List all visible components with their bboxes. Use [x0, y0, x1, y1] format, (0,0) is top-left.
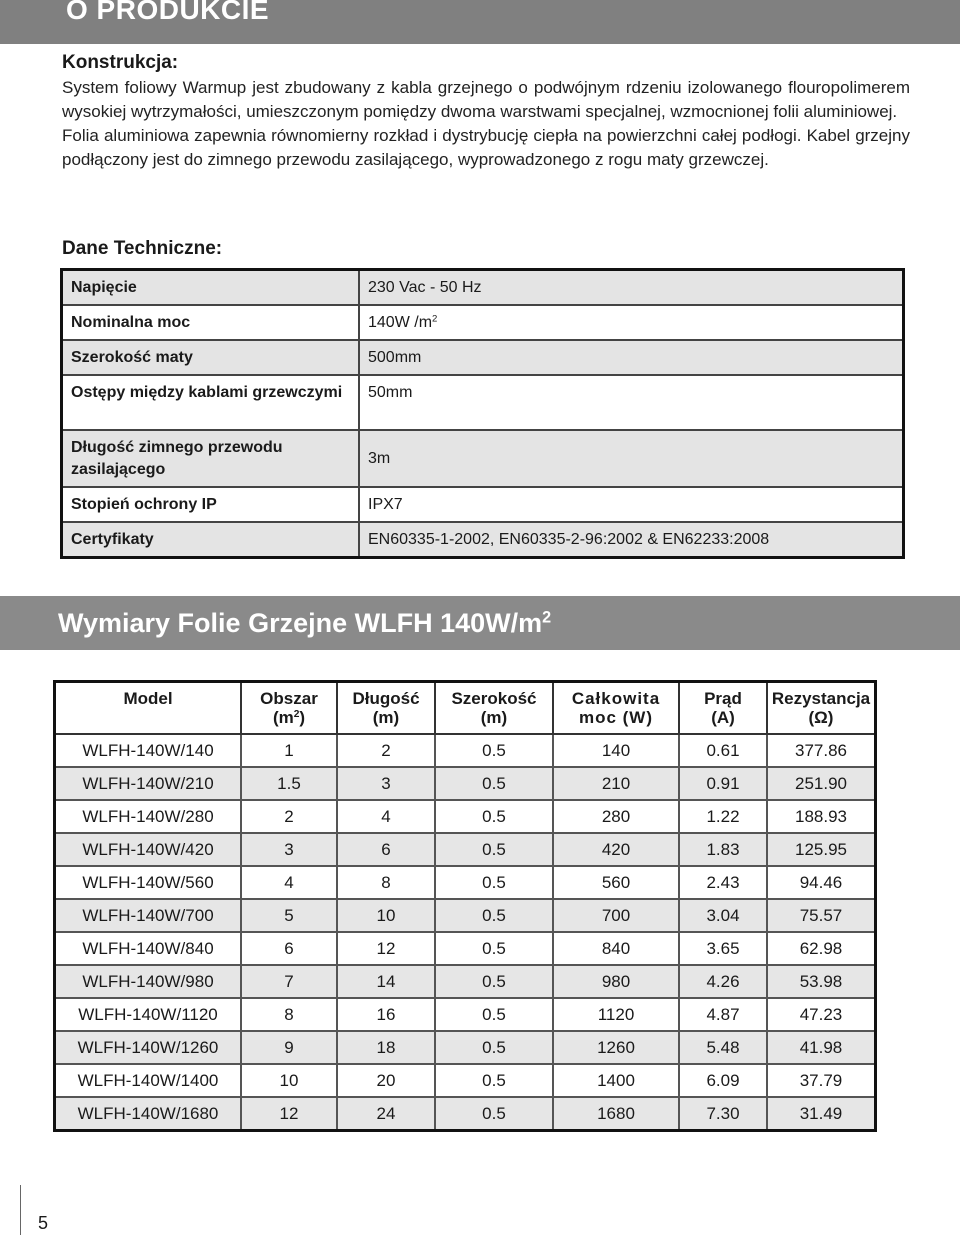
page-title: O PRODUKCIE — [66, 0, 270, 25]
model-cell: WLFH-140W/980 — [55, 965, 242, 998]
area-cell: 3 — [241, 833, 337, 866]
length-cell: 16 — [337, 998, 435, 1031]
width-cell: 0.5 — [435, 767, 553, 800]
width-cell: 0.5 — [435, 998, 553, 1031]
table-row — [55, 1031, 876, 1064]
header-line: moc (W) — [578, 708, 654, 727]
header-line: Całkowita — [571, 689, 661, 708]
area-cell: 4 — [241, 866, 337, 899]
current-cell: 5.48 — [679, 1031, 767, 1064]
page-number: 5 — [38, 1213, 49, 1233]
power-cell: 1680 — [553, 1097, 679, 1131]
spec-value: 50mm — [359, 375, 904, 430]
spec-value-text: 140W /m — [368, 314, 433, 331]
width-cell: 0.5 — [435, 965, 553, 998]
column-header-length — [337, 682, 435, 735]
power-cell: 840 — [553, 932, 679, 965]
spec-label: Szerokość maty — [62, 340, 360, 375]
spec-label: Długość zimnego przewodu zasilającego — [62, 430, 360, 487]
column-header-area — [241, 682, 337, 735]
table-row — [55, 965, 876, 998]
spec-value: EN60335-1-2002, EN60335-2-96:2002 & EN62233:2008 — [359, 522, 904, 558]
construction-paragraph: Folia aluminiowa zapewnia równomierny rozkład i dystrybucję ciepła na powierzchni całej podłogi. Kabel grzejny podłączony jest do zimnego przewodu zasilającego, wyprowadzonego z rogu maty grzewczej. — [62, 126, 910, 169]
table-row — [55, 833, 876, 866]
model-cell: WLFH-140W/1400 — [55, 1064, 242, 1097]
model-cell: WLFH-140W/280 — [55, 800, 242, 833]
length-cell: 12 — [337, 932, 435, 965]
width-cell: 0.5 — [435, 1097, 553, 1131]
spec-label: Certyfikaty — [62, 522, 360, 558]
current-cell: 4.26 — [679, 965, 767, 998]
length-cell: 10 — [337, 899, 435, 932]
table-row — [55, 1097, 876, 1131]
resistance-cell: 31.49 — [767, 1097, 876, 1131]
column-header-current — [679, 682, 767, 735]
power-cell: 420 — [553, 833, 679, 866]
spec-value: 230 Vac - 50 Hz — [359, 270, 904, 306]
superscript: 2 — [293, 708, 300, 720]
model-cell: WLFH-140W/1680 — [55, 1097, 242, 1131]
table-row — [55, 899, 876, 932]
header-line: Prąd — [704, 689, 742, 708]
model-cell: WLFH-140W/840 — [55, 932, 242, 965]
area-cell: 12 — [241, 1097, 337, 1131]
width-cell: 0.5 — [435, 866, 553, 899]
column-header-width — [435, 682, 553, 735]
width-cell: 0.5 — [435, 932, 553, 965]
resistance-cell: 94.46 — [767, 866, 876, 899]
power-cell: 560 — [553, 866, 679, 899]
column-header-model: Model — [55, 682, 242, 735]
current-cell: 1.22 — [679, 800, 767, 833]
power-cell: 980 — [553, 965, 679, 998]
tech-heading: Dane Techniczne: — [62, 238, 223, 259]
area-cell: 6 — [241, 932, 337, 965]
column-header-resistance — [767, 682, 876, 735]
power-cell: 1120 — [553, 998, 679, 1031]
length-cell: 20 — [337, 1064, 435, 1097]
length-cell: 6 — [337, 833, 435, 866]
construction-heading: Konstrukcja: — [62, 52, 179, 73]
area-cell: 8 — [241, 998, 337, 1031]
model-cell: WLFH-140W/420 — [55, 833, 242, 866]
width-cell: 0.5 — [435, 1031, 553, 1064]
header-band — [0, 0, 960, 44]
header-line: Długość — [352, 689, 420, 708]
dimensions-table-body — [55, 734, 876, 1131]
width-cell: 0.5 — [435, 833, 553, 866]
table-header-row — [55, 682, 876, 735]
current-cell: 0.61 — [679, 734, 767, 767]
resistance-cell: 188.93 — [767, 800, 876, 833]
table-row — [55, 1064, 876, 1097]
table-row — [62, 305, 904, 340]
spec-value: IPX7 — [359, 487, 904, 522]
length-cell: 8 — [337, 866, 435, 899]
header-line: Obszar — [260, 689, 318, 708]
resistance-cell: 251.90 — [767, 767, 876, 800]
table-row — [62, 340, 904, 375]
resistance-cell: 75.57 — [767, 899, 876, 932]
header-line: ) — [299, 708, 306, 727]
power-cell: 280 — [553, 800, 679, 833]
resistance-cell: 53.98 — [767, 965, 876, 998]
table-row — [62, 270, 904, 306]
table-row — [62, 487, 904, 522]
superscript: 2 — [432, 313, 438, 325]
table-row — [55, 800, 876, 833]
spec-value: 500mm — [359, 340, 904, 375]
table-row — [55, 998, 876, 1031]
resistance-cell: 37.79 — [767, 1064, 876, 1097]
tech-specs-table — [60, 268, 905, 559]
spec-label: Nominalna moc — [62, 305, 360, 340]
header-line: Rezystancja — [771, 689, 871, 708]
length-cell: 18 — [337, 1031, 435, 1064]
model-cell: WLFH-140W/560 — [55, 866, 242, 899]
width-cell: 0.5 — [435, 1064, 553, 1097]
power-cell: 1260 — [553, 1031, 679, 1064]
superscript: 2 — [542, 608, 552, 627]
length-cell: 3 — [337, 767, 435, 800]
spec-label: Stopień ochrony IP — [62, 487, 360, 522]
table-row — [55, 767, 876, 800]
current-cell: 4.87 — [679, 998, 767, 1031]
current-cell: 2.43 — [679, 866, 767, 899]
power-cell: 140 — [553, 734, 679, 767]
area-cell: 2 — [241, 800, 337, 833]
area-cell: 7 — [241, 965, 337, 998]
table-row — [55, 866, 876, 899]
spec-label: Napięcie — [62, 270, 360, 306]
construction-paragraph: System foliowy Warmup jest zbudowany z kabla grzejnego o podwójnym rdzeniu izolowanego flouropolimerem wysokiej wytrzymałości, umieszczonym pomiędzy dwoma warstwami specjalnej, wzmocnionej folii aluminiowej. — [62, 78, 910, 121]
width-cell: 0.5 — [435, 899, 553, 932]
width-cell: 0.5 — [435, 734, 553, 767]
area-cell: 1.5 — [241, 767, 337, 800]
model-cell: WLFH-140W/1120 — [55, 998, 242, 1031]
resistance-cell: 47.23 — [767, 998, 876, 1031]
power-cell: 700 — [553, 899, 679, 932]
resistance-cell: 125.95 — [767, 833, 876, 866]
length-cell: 2 — [337, 734, 435, 767]
resistance-cell: 62.98 — [767, 932, 876, 965]
dimensions-heading — [58, 608, 551, 639]
table-row — [62, 375, 904, 430]
model-cell: WLFH-140W/1260 — [55, 1031, 242, 1064]
header-line: Szerokość — [451, 689, 537, 708]
area-cell: 1 — [241, 734, 337, 767]
dimensions-heading-text: Wymiary Folie Grzejne WLFH 140W/m — [58, 608, 543, 638]
header-line: (A) — [711, 708, 735, 727]
length-cell: 4 — [337, 800, 435, 833]
spec-label: Ostępy między kablami grzewczymi — [62, 375, 360, 430]
current-cell: 3.65 — [679, 932, 767, 965]
model-cell: WLFH-140W/140 — [55, 734, 242, 767]
table-row — [55, 932, 876, 965]
dimensions-table — [53, 680, 877, 1132]
resistance-cell: 377.86 — [767, 734, 876, 767]
model-cell: WLFH-140W/700 — [55, 899, 242, 932]
length-cell: 14 — [337, 965, 435, 998]
power-cell: 210 — [553, 767, 679, 800]
length-cell: 24 — [337, 1097, 435, 1131]
dimensions-band — [0, 596, 960, 650]
width-cell: 0.5 — [435, 800, 553, 833]
current-cell: 1.83 — [679, 833, 767, 866]
margin-rule — [20, 1185, 21, 1235]
power-cell: 1400 — [553, 1064, 679, 1097]
area-cell: 9 — [241, 1031, 337, 1064]
table-row — [55, 734, 876, 767]
table-row — [62, 430, 904, 487]
header-line: (Ω) — [808, 708, 834, 727]
header-line: (m — [272, 708, 294, 727]
spec-value: 3m — [359, 430, 904, 487]
header-line: (m) — [372, 708, 400, 727]
header-line: (m) — [480, 708, 508, 727]
current-cell: 7.30 — [679, 1097, 767, 1131]
area-cell: 5 — [241, 899, 337, 932]
area-cell: 10 — [241, 1064, 337, 1097]
model-cell: WLFH-140W/210 — [55, 767, 242, 800]
current-cell: 0.91 — [679, 767, 767, 800]
table-row — [62, 522, 904, 558]
construction-section — [62, 52, 910, 172]
column-header-power — [553, 682, 679, 735]
current-cell: 3.04 — [679, 899, 767, 932]
current-cell: 6.09 — [679, 1064, 767, 1097]
spec-value — [359, 305, 904, 340]
resistance-cell: 41.98 — [767, 1031, 876, 1064]
